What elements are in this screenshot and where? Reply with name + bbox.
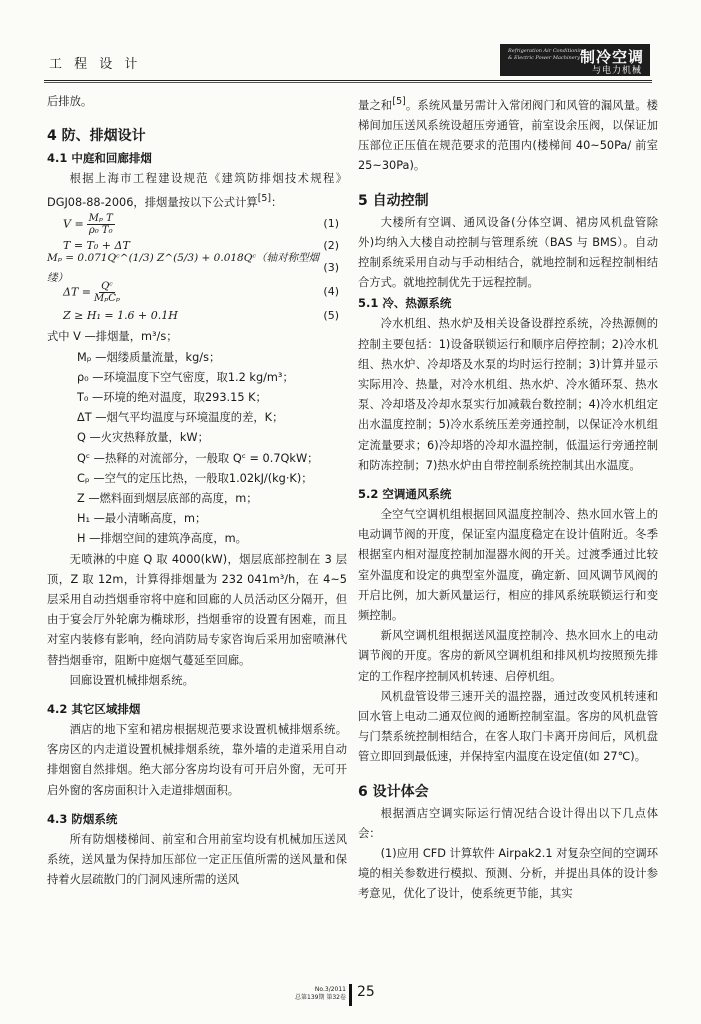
- equation-1: V = $\frac{\text{Mₚ T}}{\text{ρ₀ T₀}}$ (1): [47, 213, 347, 235]
- logo-title: 制冷空调: [579, 48, 644, 66]
- issue-info: No.3/2011 总第139期 第32卷: [295, 986, 346, 1001]
- equation-number: (2): [323, 239, 339, 253]
- subsection-heading-4-3: 4.3 防烟系统: [47, 811, 118, 826]
- section-heading-5: 5 自动控制: [358, 192, 429, 209]
- variable-definition: Cₚ —空气的定压比热，一般取1.02kJ/(kg·K)；: [77, 471, 313, 485]
- equation-number: (4): [323, 285, 339, 299]
- equation-5: Z ≥ H₁ = 1.6 + 0.1H (5): [47, 305, 347, 327]
- page-number: 25: [357, 984, 375, 1000]
- paragraph: 根据酒店空调实际运行情况结合设计得出以下几点体会：: [358, 806, 658, 840]
- subsection-heading-4-1: 4.1 中庭和回廊排烟: [47, 151, 152, 166]
- variable-definition: ΔT —烟气平均温度与环境温度的差，K；: [77, 411, 284, 425]
- paragraph: 新风空调机组根据送风温度控制冷、热水回水上的电动调节阀的开度。客房的新风空调机组和排风机均按照预先排定的工作程序控制风机转速、启停机组。: [358, 629, 658, 683]
- variable-definition: Qᶜ —热释的对流部分，一般取 Qᶜ = 0.7QkW；: [77, 451, 319, 465]
- logo-subtitle: 与电力机械: [591, 66, 642, 76]
- variable-definition: Mₚ —烟缕质量流量，kg/s；: [77, 350, 221, 364]
- left-column: [47, 92, 347, 890]
- paragraph: 无喷淋的中庭 Q 取 4000(kW)，烟层底部控制在 3 层顶，Z 取 12m，计算得排烟量为 232 041m³/h，在 4~5 层采用自动挡烟垂帘将中庭和回廊的人员活动区分隔开，但由于宴会厅外轮廓为椭球形，挡烟垂帘的设置有困难，而且对室内装修有影响，经向消防局专家咨询后采用加密喷淋代替挡烟垂帘，阻断中庭烟气蔓延至回廊。: [47, 552, 347, 667]
- equation-3: Mₚ = 0.071Qᶜ^(1/3) Z^(5/3) + 0.018Qᶜ（轴对称型烟缕） (3): [47, 257, 347, 279]
- variable-definition: ρ₀ —环境温度下空气密度，取1.2 kg/m³；: [77, 370, 294, 384]
- citation-ref: [5]: [392, 96, 406, 107]
- section-heading-4: 4 防、排烟设计: [47, 128, 146, 145]
- paragraph: 全空气空调机组根据回风温度控制冷、热水回水管上的电动调节阀的开度，保证室内温度稳定在设计值附近。冬季根据室内相对湿度控制加湿器水阀的开关。过渡季通过比较室外温度和设定的典型室外温度，确定新、回风调节风阀的开启比例，加大新风量运行，相应的排风系统联锁运行和变频控制。: [358, 508, 658, 623]
- equation-number: (1): [323, 217, 339, 231]
- variable-definition: Z —燃料面到烟层底部的高度，m；: [77, 492, 258, 505]
- footer-bar: [349, 984, 352, 1006]
- subsection-heading-5-1: 5.1 冷、热源系统: [358, 296, 452, 311]
- right-column: [358, 92, 658, 905]
- variable-definition: T₀ —环境的绝对温度，取293.15 K；: [77, 390, 267, 404]
- logo-english-text: Refrigeration Air Conditioning & Electric Power Machinery: [508, 48, 586, 61]
- citation-ref: [5]: [257, 193, 272, 205]
- variable-definition: Q —火灾热释放量，kW；: [77, 431, 209, 445]
- header-rule-thin: [44, 82, 652, 83]
- paragraph: 根据上海市工程建设规范《建筑防排烟技术规程》DGJ08-88-2006，排烟量按以下公式计算[5]：: [47, 172, 347, 210]
- equation-number: (5): [323, 309, 339, 323]
- equation-4: ΔT = $\frac{\text{Qᶜ}}{\text{MₚCₚ}}$ (4): [47, 279, 347, 305]
- header-rule: [44, 80, 652, 81]
- paragraph: 酒店的地下室和裙房根据规范要求设置机械排烟系统。客房区的内走道设置机械排烟系统，靠外墙的走道采用自动排烟窗自然排烟。绝大部分客房均设有可开启外窗，无可开启外窗的客房面积计入走道排烟面积。: [47, 723, 347, 797]
- paragraph: 所有防烟楼梯间、前室和合用前室均设有机械加压送风系统，送风量为保持加压部位一定正压值所需的送风量和保持着火层疏散门的门洞风速所需的送风: [47, 832, 347, 887]
- paragraph: (1)应用 CFD 计算软件 Airpak2.1 对复杂空间的空调环境的相关参数进行模拟、预测、分析，并提出具体的设计参考意见，优化了设计，使系统更节能，其实: [358, 847, 658, 901]
- running-header-section: 工 程 设 计: [49, 57, 142, 72]
- paragraph: 风机盘管设带三速开关的温控器，通过改变风机转速和回水管上电动二通双位阀的通断控制室温。客房的风机盘管与门禁系统控制相结合，在客人取门卡离开房间后，风机盘管立即回到最低速，并保持室内温度在设定值(如 27℃)。: [358, 689, 658, 764]
- equation-2: T = T₀ + ΔT (2): [47, 235, 347, 257]
- variable-definitions: [47, 327, 347, 549]
- paragraph: 量之和[5]。系统风量另需计入常闭阀门和风管的漏风量。楼梯间加压送风系统设超压旁通管，前室设余压阀，以保证加压部位正压值在规范要求的范围内(楼梯间 40~50Pa/ 前室 25~30Pa)。: [358, 96, 658, 173]
- variable-definition: 式中 V —排烟量，m³/s；: [47, 330, 178, 344]
- journal-logo: [500, 44, 650, 76]
- subsection-heading-5-2: 5.2 空调通风系统: [358, 487, 452, 502]
- paragraph: 后排放。: [47, 95, 93, 108]
- paragraph: 大楼所有空调、通风设备(分体空调、裙房风机盘管除外)均纳入大楼自动控制与管理系统（BAS 与 BMS）。自动控制系统采用自动与手动相结合，就地控制和远程控制相结合方式。就地控制优先于远程控制。: [358, 215, 658, 290]
- equation-number: (3): [323, 261, 339, 275]
- variable-definition: H —排烟空间的建筑净高度，m。: [77, 532, 247, 546]
- section-heading-6: 6 设计体会: [358, 783, 429, 800]
- paragraph: 冷水机组、热水炉及相关设备设群控系统，冷热源侧的控制主要包括：1)设备联锁运行和顺序启停控制；2)冷水机组、热水炉、冷却塔及水泵的均时运行控制；3)计算并显示实际用冷、热量，对冷水机组、热水炉、冷水循环泵、热水泵、冷却塔及冷却水泵实行加减载台数控制；4)冷水机组定出水温度控制；5)冷水系统压差旁通控制，以保证冷水机组定流量要求；6)冷却塔的冷却水温控制，低温运行旁通控制和防冻控制；7)热水炉由自带控制系统控制其出水温度。: [358, 317, 658, 472]
- subsection-heading-4-2: 4.2 其它区域排烟: [47, 702, 141, 717]
- paragraph: 回廊设置机械排烟系统。: [69, 673, 194, 687]
- variable-definition: H₁ —最小清晰高度，m；: [77, 512, 207, 526]
